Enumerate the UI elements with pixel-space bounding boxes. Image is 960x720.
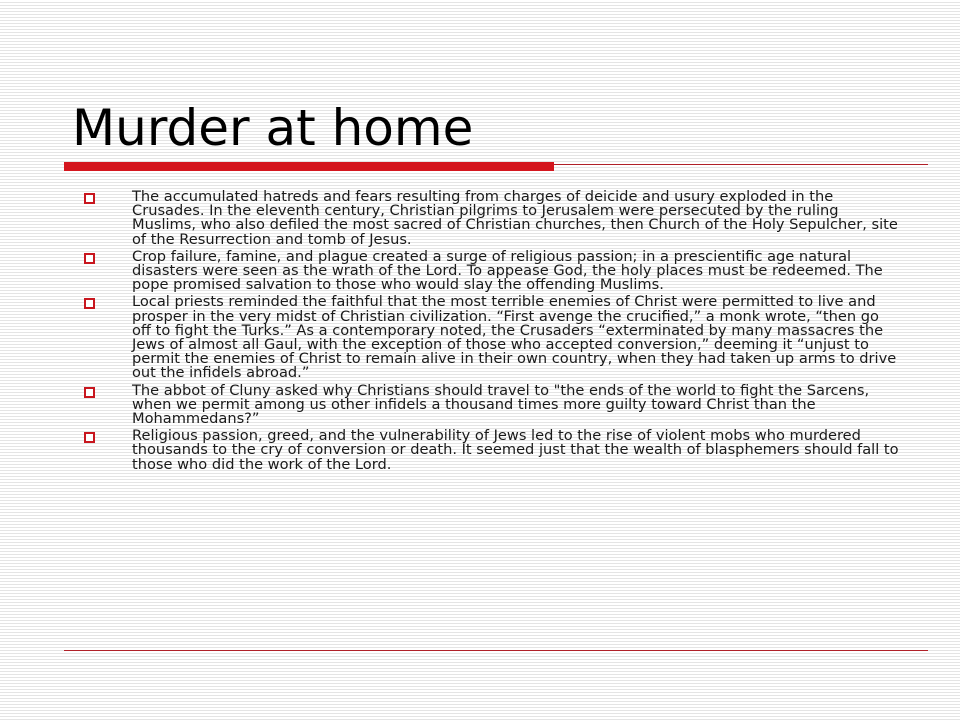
hollow-square-bullet-icon bbox=[84, 193, 95, 204]
bullet-item bbox=[82, 295, 902, 380]
hollow-square-bullet-icon bbox=[84, 432, 95, 443]
bullet-item bbox=[82, 429, 902, 472]
bullet-text: The accumulated hatreds and fears resulting from charges of deicide and usury exploded in the Crusades. In the eleventh century, Christian pilgrims to Jerusalem were persecuted by the ruling Muslims, who also defiled the most sacred of Christian churches, then Church of the Holy Sepulcher, site of the Resurrection and tomb of Jesus. bbox=[132, 188, 898, 248]
bullet-item bbox=[82, 381, 902, 428]
title-underline-accent bbox=[64, 162, 554, 171]
bullet-text: The abbot of Cluny asked why Christians should travel to "the ends of the world to fight the Sarcens, when we permit among us other infidels a thousand times more guilty toward Christ than the Mohammedans?” bbox=[132, 381, 870, 428]
hollow-square-bullet-icon bbox=[84, 387, 95, 398]
hollow-square-bullet-icon bbox=[84, 298, 95, 309]
footer-divider bbox=[64, 650, 928, 651]
slide-title: Murder at home bbox=[72, 99, 474, 157]
hollow-square-bullet-icon bbox=[84, 253, 95, 264]
bullet-text: Religious passion, greed, and the vulnerability of Jews led to the rise of violent mobs who murdered thousands to the cry of conversion or death. It seemed just that the wealth of blasphemers should fall to those who did the work of the Lord. bbox=[132, 427, 899, 473]
bullet-item bbox=[82, 247, 902, 294]
bullet-text: Local priests reminded the faithful that the most terrible enemies of Christ were permitted to live and prosper in the very midst of Christian civilization. “First avenge the crucified,” a monk wrote, “then go off to fight the Turks.” As a contemporary noted, the Crusaders “exterminated by many massacres the Jews of almost all Gaul, with the exception of those who accepted conversion,” deeming it “unjust to permit the enemies of Christ to remain alive in their own country, when they had taken up arms to drive out the infidels abroad.” bbox=[132, 293, 897, 382]
bullet-list bbox=[82, 190, 902, 475]
bullet-item bbox=[82, 190, 902, 247]
bullet-text: Crop failure, famine, and plague created a surge of religious passion; in a prescientific age natural disasters were seen as the wrath of the Lord. To appease God, the holy places must be redeemed. The pope promised salvation to those who would slay the offending Muslims. bbox=[132, 247, 883, 294]
